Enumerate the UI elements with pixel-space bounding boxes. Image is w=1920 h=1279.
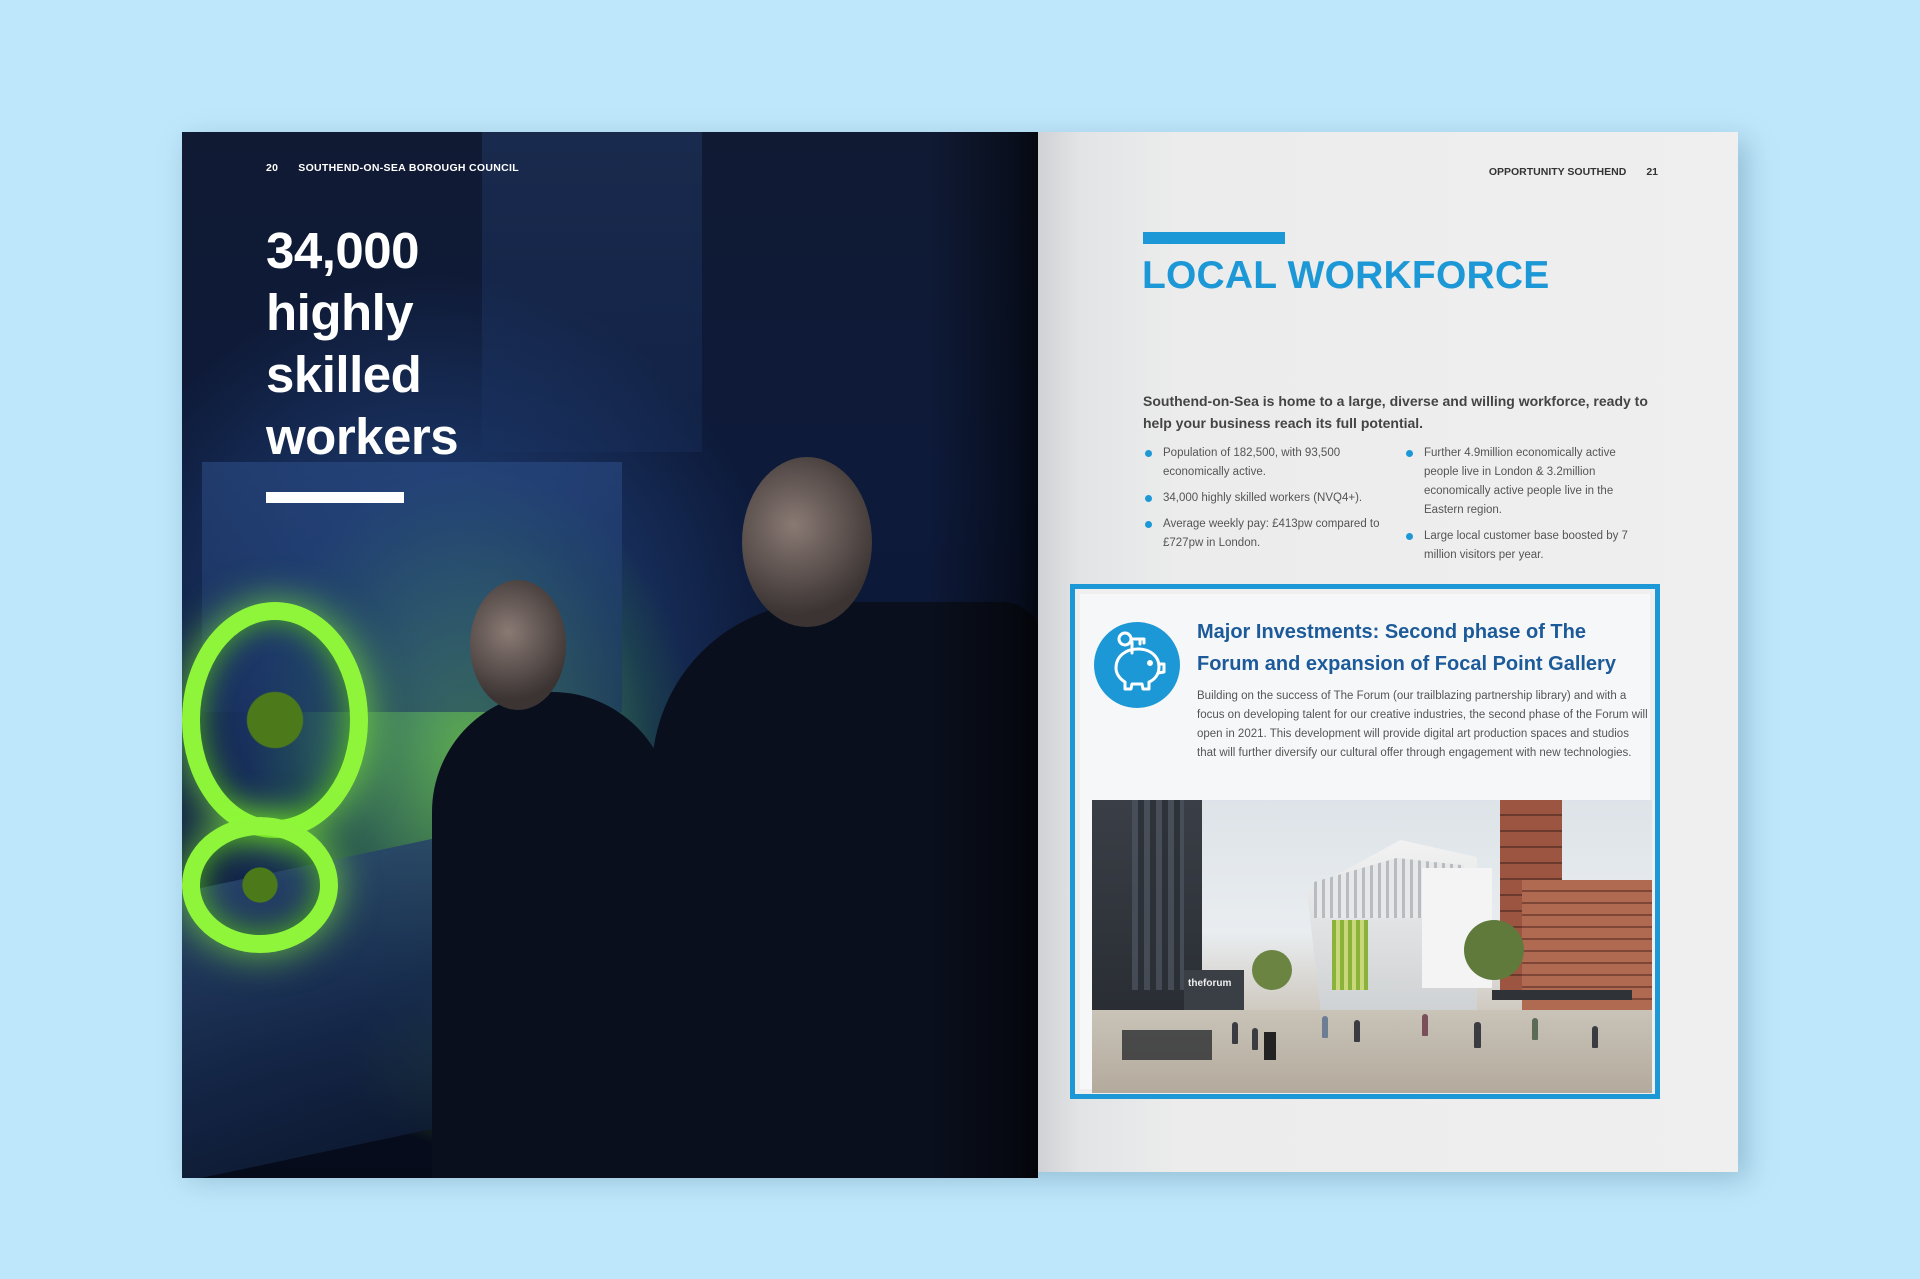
bullet-list-right <box>1404 444 1636 572</box>
feature-title: Major Investments: Second phase of The Forum and expansion of Focal Point Gallery <box>1197 621 1616 675</box>
feature-box-inner <box>1080 594 1650 1089</box>
pedestrian <box>1474 1022 1481 1048</box>
running-head-text: OPPORTUNITY SOUTHEND <box>1488 166 1627 178</box>
worker-man-head <box>742 457 872 627</box>
sandwich-board <box>1264 1032 1276 1060</box>
piggy-bank-key-icon <box>1094 622 1180 708</box>
green-wheel-lower <box>182 817 338 953</box>
worker-woman-head <box>470 580 566 710</box>
headline-line: workers <box>266 408 459 465</box>
pedestrian <box>1422 1014 1428 1036</box>
running-head-left <box>266 162 539 174</box>
pedestrian <box>1592 1026 1598 1048</box>
page-fold-shadow <box>928 132 1038 1178</box>
pedestrian <box>1354 1020 1360 1042</box>
green-screen-panels <box>1332 920 1368 990</box>
headline-line: highly <box>266 284 414 341</box>
bullet-item: 34,000 highly skilled workers (NVQ4+). <box>1143 489 1388 508</box>
bullet-item: Further 4.9million economically active people live in London & 3.2million economically active people live in the Eastern region. <box>1404 444 1636 520</box>
running-head-text: SOUTHEND-ON-SEA BOROUGH COUNCIL <box>298 162 519 174</box>
running-head-right <box>1469 166 1658 178</box>
wall-panel <box>482 132 702 452</box>
bullet-list-left <box>1143 444 1388 560</box>
feature-body: Building on the success of The Forum (our trailblazing partnership library) and with a focus on developing talent for our creative industries, the second phase of the Forum will open in 2021. This development will provide digital art production spaces and studios that will further diversify our cultural offer through engagement with new technologies. <box>1197 690 1648 759</box>
tree <box>1252 950 1292 990</box>
page-number: 20 <box>266 162 279 174</box>
section-title: LOCAL WORKFORCE <box>1142 254 1550 297</box>
title-accent-bar <box>1143 232 1285 244</box>
page-number: 21 <box>1646 166 1658 178</box>
forum-rendering-photo <box>1092 800 1652 1093</box>
headline-line: 34,000 <box>266 222 419 279</box>
cafe-seating <box>1122 1030 1212 1060</box>
pedestrian <box>1252 1028 1258 1050</box>
bullet-item: Population of 182,500, with 93,500 economically active. <box>1143 444 1388 482</box>
intro-paragraph: Southend-on-Sea is home to a large, diverse and willing workforce, ready to help your business reach its full potential. <box>1143 393 1648 431</box>
headline-line: skilled <box>266 346 422 403</box>
green-wheel-upper <box>182 602 368 838</box>
feature-box <box>1070 584 1660 1099</box>
bullet-item: Large local customer base boosted by 7 million visitors per year. <box>1404 527 1636 565</box>
headline-underline <box>266 492 404 503</box>
left-page <box>182 132 1038 1178</box>
pedestrian <box>1232 1022 1238 1044</box>
worker-woman <box>432 692 672 1178</box>
tree <box>1464 920 1524 980</box>
bullet-item: Average weekly pay: £413pw compared to £727pw in London. <box>1143 515 1388 553</box>
forum-sign: theforum <box>1188 978 1232 989</box>
canopy <box>1492 990 1632 1000</box>
pedestrian <box>1322 1016 1328 1038</box>
pedestrian <box>1532 1018 1538 1040</box>
right-page <box>1038 132 1738 1172</box>
headline <box>266 220 458 468</box>
glass-building-facade <box>1132 800 1184 990</box>
